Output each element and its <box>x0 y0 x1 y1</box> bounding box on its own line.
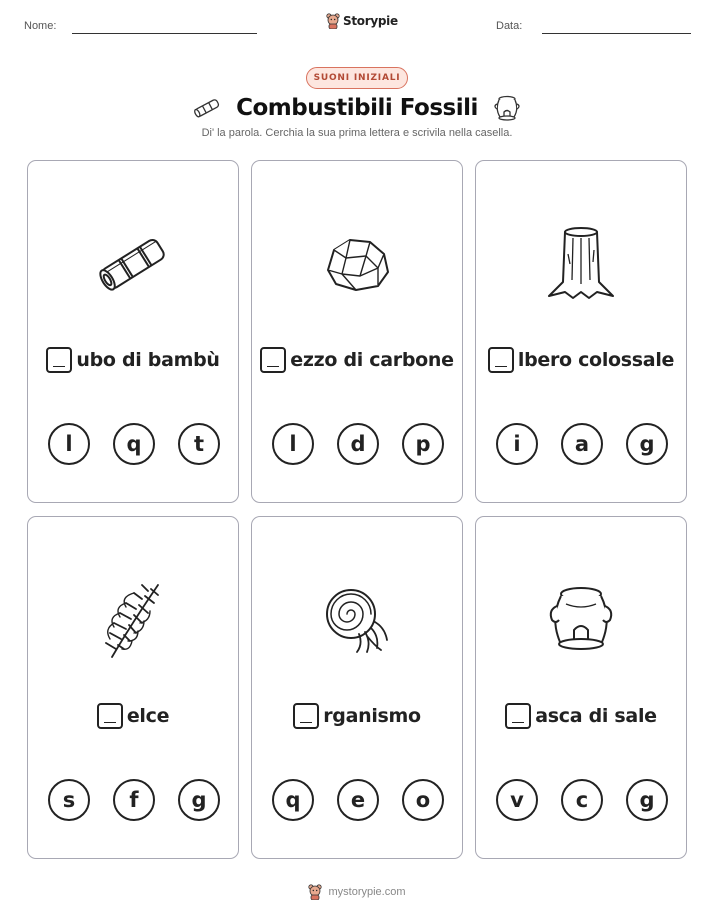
card-word-row <box>252 703 462 729</box>
card-1 <box>27 160 239 503</box>
letter-choice[interactable]: v <box>496 779 538 821</box>
letter-choices <box>48 779 220 821</box>
card-5 <box>251 516 463 859</box>
card-word-row <box>252 347 462 373</box>
title-row <box>0 92 714 124</box>
ammonite-fossil-icon <box>319 584 395 656</box>
letter-choice[interactable]: t <box>178 423 220 465</box>
card-3 <box>475 160 687 503</box>
letter-choices <box>48 423 220 465</box>
card-image <box>252 219 462 309</box>
card-image <box>28 575 238 665</box>
letter-choice[interactable]: p <box>402 423 444 465</box>
footer <box>0 884 714 900</box>
page-title: Combustibili Fossili <box>236 95 478 121</box>
brand-name: Storypie <box>343 14 398 28</box>
category-badge: SUONI INIZIALI <box>306 67 408 89</box>
card-image <box>476 575 686 665</box>
letter-choice[interactable]: g <box>626 779 668 821</box>
word-ending: elce <box>126 705 170 727</box>
word-ending: ubo di bambù <box>76 349 220 371</box>
letter-choice[interactable]: q <box>113 423 155 465</box>
card-6 <box>475 516 687 859</box>
card-2 <box>251 160 463 503</box>
pot-icon <box>492 93 522 123</box>
coal-rock-icon <box>320 232 394 296</box>
letter-choice[interactable]: i <box>496 423 538 465</box>
bear-mascot-icon <box>308 884 322 900</box>
letter-choice[interactable]: o <box>402 779 444 821</box>
instructions: Di' la parola. Cerchia la sua prima lettera e scrivila nella casella. <box>201 127 513 139</box>
answer-box[interactable] <box>46 347 72 373</box>
date-line[interactable] <box>542 33 691 34</box>
card-image <box>28 219 238 309</box>
letter-choice[interactable]: s <box>48 779 90 821</box>
name-line[interactable] <box>72 33 257 34</box>
letter-choice[interactable]: q <box>272 779 314 821</box>
salt-pot-icon <box>546 584 616 656</box>
name-label: Nome: <box>24 20 57 32</box>
letter-choices <box>272 779 444 821</box>
tree-stump-icon <box>543 224 619 304</box>
letter-choice[interactable]: e <box>337 779 379 821</box>
card-word-row <box>476 703 686 729</box>
letter-choice[interactable]: a <box>561 423 603 465</box>
letter-choice[interactable]: g <box>178 779 220 821</box>
letter-choice[interactable]: l <box>272 423 314 465</box>
brand-logo <box>326 13 398 29</box>
pipe-icon <box>192 96 222 120</box>
card-image <box>252 575 462 665</box>
card-4 <box>27 516 239 859</box>
letter-choice[interactable]: c <box>561 779 603 821</box>
answer-box[interactable] <box>293 703 319 729</box>
word-ending: rganismo <box>323 705 421 727</box>
card-word-row <box>476 347 686 373</box>
letter-choice[interactable]: g <box>626 423 668 465</box>
answer-box[interactable] <box>505 703 531 729</box>
answer-box[interactable] <box>260 347 286 373</box>
letter-choice[interactable]: f <box>113 779 155 821</box>
footer-url[interactable]: mystorypie.com <box>328 886 406 898</box>
answer-box[interactable] <box>488 347 514 373</box>
letter-choices <box>272 423 444 465</box>
word-ending: lbero colossale <box>517 349 675 371</box>
bear-mascot-icon <box>326 13 340 29</box>
date-label: Data: <box>496 20 523 32</box>
bamboo-tube-icon <box>91 229 175 299</box>
answer-box[interactable] <box>97 703 123 729</box>
letter-choice[interactable]: l <box>48 423 90 465</box>
word-ending: ezzo di carbone <box>290 349 454 371</box>
card-word-row <box>28 347 238 373</box>
letter-choices <box>496 779 668 821</box>
letter-choices <box>496 423 668 465</box>
word-ending: asca di sale <box>535 705 657 727</box>
card-image <box>476 219 686 309</box>
card-word-row <box>28 703 238 729</box>
letter-choice[interactable]: d <box>337 423 379 465</box>
fern-leaf-icon <box>98 579 168 661</box>
